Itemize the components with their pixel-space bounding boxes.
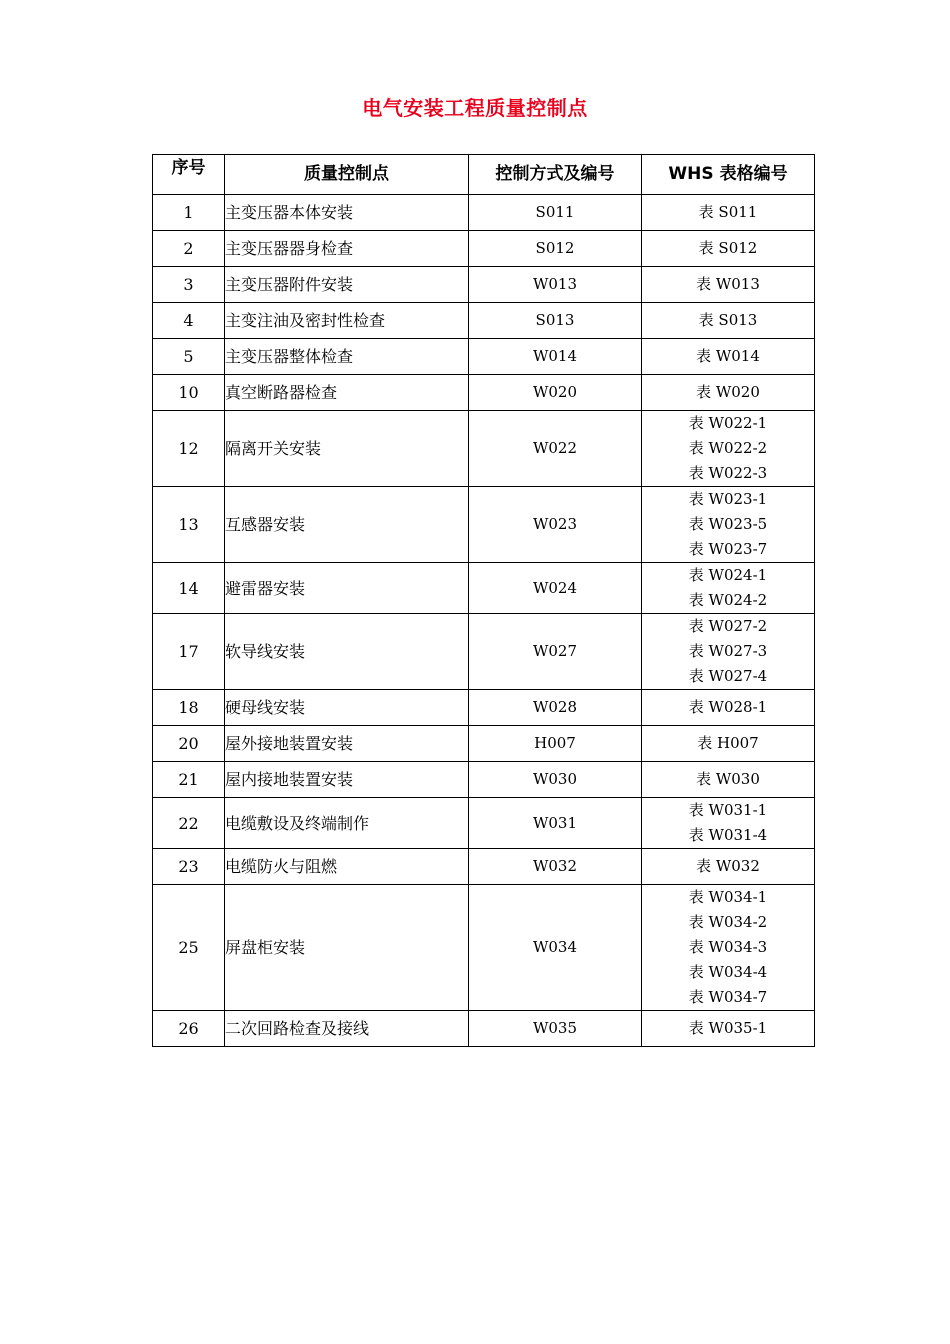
whs-form-number: 表 W027-3 [688,642,768,660]
cell-serial-number: 5 [153,339,225,375]
cell-control-method: W030 [469,762,642,798]
cell-control-method: W013 [469,267,642,303]
header-serial-number: 序号 [153,155,225,195]
cell-serial-number: 4 [153,303,225,339]
cell-control-method: H007 [469,726,642,762]
cell-serial-number: 22 [153,798,225,849]
cell-whs-form-numbers [642,267,815,303]
whs-form-number: 表 W034-1 [688,888,768,906]
cell-serial-number: 3 [153,267,225,303]
cell-quality-control-point: 屏盘柜安装 [225,885,469,1011]
cell-quality-control-point: 主变压器器身检查 [225,231,469,267]
table-row [153,411,815,487]
whs-form-number: 表 W032 [696,857,760,875]
cell-whs-form-numbers [642,231,815,267]
cell-control-method: W034 [469,885,642,1011]
whs-form-number: 表 W023-7 [688,540,768,558]
cell-serial-number: 1 [153,195,225,231]
cell-control-method: W014 [469,339,642,375]
cell-serial-number: 14 [153,563,225,614]
cell-serial-number: 17 [153,614,225,690]
cell-control-method: W035 [469,1011,642,1047]
cell-whs-form-numbers [642,303,815,339]
whs-form-number: 表 W034-2 [688,913,768,931]
cell-whs-form-numbers [642,726,815,762]
cell-serial-number: 2 [153,231,225,267]
whs-form-number: 表 S012 [698,239,758,257]
cell-control-method: W027 [469,614,642,690]
cell-quality-control-point: 硬母线安装 [225,690,469,726]
cell-serial-number: 25 [153,885,225,1011]
cell-whs-form-numbers [642,563,815,614]
whs-form-number: 表 W022-1 [688,414,768,432]
cell-quality-control-point: 屋内接地装置安装 [225,762,469,798]
cell-serial-number: 12 [153,411,225,487]
cell-control-method: W020 [469,375,642,411]
cell-whs-form-numbers [642,339,815,375]
cell-quality-control-point: 电缆敷设及终端制作 [225,798,469,849]
table-row [153,267,815,303]
table-row [153,798,815,849]
table-row [153,231,815,267]
whs-form-number: 表 W027-4 [688,667,768,685]
whs-form-number: 表 W028-1 [688,698,768,716]
cell-whs-form-numbers [642,375,815,411]
cell-serial-number: 18 [153,690,225,726]
table-header-row [153,155,815,195]
cell-whs-form-numbers [642,195,815,231]
document-title: 电气安装工程质量控制点 [362,96,588,120]
table-body [153,195,815,1047]
cell-control-method: S011 [469,195,642,231]
cell-whs-form-numbers [642,411,815,487]
table-row [153,563,815,614]
cell-serial-number: 10 [153,375,225,411]
cell-whs-form-numbers [642,614,815,690]
cell-control-method: W028 [469,690,642,726]
cell-serial-number: 13 [153,487,225,563]
cell-whs-form-numbers [642,798,815,849]
cell-control-method: S012 [469,231,642,267]
cell-control-method: W031 [469,798,642,849]
table-row [153,762,815,798]
cell-whs-form-numbers [642,849,815,885]
header-quality-control-point: 质量控制点 [225,155,469,195]
table-row [153,849,815,885]
whs-form-number: 表 W034-3 [688,938,768,956]
cell-serial-number: 23 [153,849,225,885]
whs-form-number: 表 W031-4 [688,826,768,844]
whs-form-number: 表 W034-7 [688,988,768,1006]
whs-form-number: 表 S013 [698,311,758,329]
cell-quality-control-point: 主变压器附件安装 [225,267,469,303]
whs-form-number: 表 W024-1 [688,566,768,584]
cell-control-method: S013 [469,303,642,339]
cell-control-method: W022 [469,411,642,487]
cell-whs-form-numbers [642,690,815,726]
cell-quality-control-point: 二次回路检查及接线 [225,1011,469,1047]
cell-quality-control-point: 屋外接地装置安装 [225,726,469,762]
cell-quality-control-point: 电缆防火与阻燃 [225,849,469,885]
table-row [153,885,815,1011]
table-row [153,375,815,411]
table-row [153,1011,815,1047]
cell-quality-control-point: 主变压器本体安装 [225,195,469,231]
cell-quality-control-point: 避雷器安装 [225,563,469,614]
whs-form-number: 表 W034-4 [688,963,768,981]
whs-form-number: 表 W023-5 [688,515,768,533]
cell-quality-control-point: 互感器安装 [225,487,469,563]
cell-control-method: W023 [469,487,642,563]
table-row [153,614,815,690]
whs-form-number: 表 W022-2 [688,439,768,457]
cell-whs-form-numbers [642,487,815,563]
whs-form-number: 表 W030 [696,770,760,788]
table-row [153,339,815,375]
cell-quality-control-point: 隔离开关安装 [225,411,469,487]
cell-quality-control-point: 主变压器整体检查 [225,339,469,375]
whs-form-number: 表 W035-1 [688,1019,768,1037]
cell-serial-number: 26 [153,1011,225,1047]
cell-whs-form-numbers [642,1011,815,1047]
cell-quality-control-point: 真空断路器检查 [225,375,469,411]
cell-serial-number: 20 [153,726,225,762]
whs-form-number: 表 W013 [696,275,760,293]
table-row [153,195,815,231]
header-whs-form-number: WHS 表格编号 [642,155,815,195]
cell-serial-number: 21 [153,762,225,798]
whs-form-number: 表 W014 [696,347,760,365]
whs-form-number: 表 W023-1 [688,490,768,508]
table-row [153,303,815,339]
cell-whs-form-numbers [642,885,815,1011]
table-row [153,690,815,726]
whs-form-number: 表 W020 [696,383,760,401]
cell-quality-control-point: 主变注油及密封性检查 [225,303,469,339]
cell-control-method: W024 [469,563,642,614]
whs-form-number: 表 W031-1 [688,801,768,819]
whs-form-number: 表 W027-2 [688,617,768,635]
table-row [153,726,815,762]
cell-control-method: W032 [469,849,642,885]
whs-form-number: 表 W022-3 [688,464,768,482]
quality-control-table [152,154,815,1047]
cell-quality-control-point: 软导线安装 [225,614,469,690]
whs-form-number: 表 H007 [697,734,759,752]
table-row [153,487,815,563]
whs-form-number: 表 W024-2 [688,591,768,609]
cell-whs-form-numbers [642,762,815,798]
whs-form-number: 表 S011 [698,203,758,221]
header-control-method: 控制方式及编号 [469,155,642,195]
